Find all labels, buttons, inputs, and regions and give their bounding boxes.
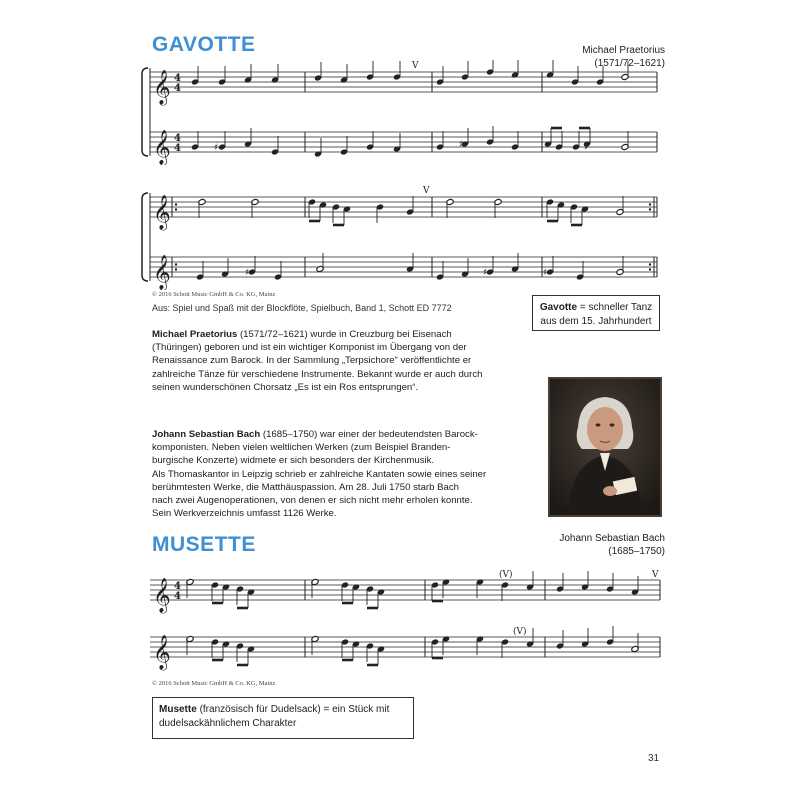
repeat-dot [649,208,651,210]
sharp-sign-icon: ♯ [483,268,488,278]
bach-portrait [548,377,662,517]
gavotte-score-system-1 [140,60,665,165]
system-bracket [142,193,148,281]
bach-portrait-image [550,379,660,515]
musette-definition-box [152,697,414,739]
gavotte-term: Gavotte [539,302,578,313]
optional-breath-mark: (V) [513,627,527,637]
musette-term: Musette [159,704,197,715]
page-number: 31 [648,753,660,764]
treble-clef-icon: 𝄞 [153,70,171,105]
musette-composer-dates: (1685–1750) [608,546,665,557]
bach-bio-line-1 [152,428,542,441]
gavotte-copyright: © 2016 Schott Music GmbH & Co. KG, Mainz [152,291,276,298]
time-signature-denominator: 4 [174,591,181,602]
sharp-sign-icon: ♯ [543,268,548,278]
time-signature-numerator: 4 [174,581,181,592]
breath-mark: V [412,61,419,71]
praetorius-name: Michael Praetorius [152,329,238,340]
musette-score-staff-1 [145,565,665,615]
time-signature-numerator: 4 [174,73,181,84]
bach-bio-line-7: Sein Werkverzeichnis umfasst 1126 Werke. [152,508,337,520]
time-signature-denominator: 4 [174,83,181,94]
bach-bio-line-3: burgische Konzerte) widmete er sich besonders der Kirchenmusik. [152,455,435,467]
treble-clef-icon: 𝄞 [153,130,171,165]
sharp-sign-icon: ♯ [584,143,589,153]
gavotte-title: GAVOTTE [152,33,256,56]
gavotte-source: Aus: Spiel und Spaß mit der Blockflöte, Spielbuch, Band 1, Schott ED 7772 [152,303,452,313]
gavotte-definition: = schneller Tanz aus dem 15. Jahrhundert [540,302,653,327]
bach-biography [152,428,542,520]
bach-bio-line-6: nach zwei Augenoperationen, von denen er sich nicht mehr erholen konnte. [152,495,473,507]
praetorius-biography [152,328,502,394]
breath-mark: V [423,186,430,196]
praetorius-text: (1571/72–1621) wurde in Creuzburg bei Eisenach (Thüringen) geboren und ist ein wichtiger Komponist im Übergang von der Renaissance zum Barock. In der Sammlung „Terpsichore“ veröffentlichte er zahlreiche Tänze für verschiedene Instrumente. Bekannt wurde er auch durch seinen wunderschönen Chorsatz „Es ist ein Ros entsprungen“. [152,329,483,393]
repeat-dot [175,268,177,270]
sharp-sign-icon: ♯ [245,268,250,278]
treble-clef-icon: 𝄞 [153,255,171,290]
system-bracket [142,68,148,156]
repeat-dot [649,268,651,270]
bach-bio-line-4: Als Thomaskantor in Leipzig schrieb er zahlreiche Kantaten sowie eines seiner [152,468,487,480]
bach-bio-text-1: (1685–1750) war einer der bedeutendsten Barock- [260,429,478,440]
musette-score-staff-2 [145,622,665,672]
musette-composer-name: Johann Sebastian Bach [559,533,665,544]
breath-mark: V [652,570,659,580]
repeat-dot [175,263,177,265]
repeat-dot [175,203,177,205]
bach-bio-line-5: berühmtesten Werke, die Matthäuspassion. Am 28. Juli 1750 starb Bach [152,481,459,493]
musette-definition: (französisch für Dudelsack) = ein Stück mit dudelsackähnlichem Charakter [159,704,390,729]
repeat-dot [649,263,651,265]
bach-name: Johann Sebastian Bach [152,429,261,440]
musette-copyright: © 2016 Schott Music GmbH & Co. KG, Mainz [152,680,276,687]
musette-title: MUSETTE [152,533,256,556]
gavotte-definition-box [532,295,660,331]
gavotte-score-system-2 [140,185,665,290]
musette-composer [480,532,665,558]
sharp-sign-icon: ♯ [214,143,219,153]
time-signature-denominator: 4 [174,143,181,154]
treble-clef-icon: 𝄞 [153,635,171,670]
repeat-dot [649,203,651,205]
treble-clef-icon: 𝄞 [153,195,171,230]
treble-clef-icon: 𝄞 [153,578,171,613]
gavotte-composer-name: Michael Praetorius [582,45,665,56]
optional-breath-mark: (V) [499,570,513,580]
sharp-sign-icon: ♯ [459,140,464,150]
bach-bio-line-2: komponisten. Neben vielen weltlichen Werken (zum Beispiel Branden- [152,442,451,454]
repeat-dot [175,208,177,210]
gavotte-composer-dates: (1571/72–1621) [594,58,665,69]
time-signature-numerator: 4 [174,133,181,144]
